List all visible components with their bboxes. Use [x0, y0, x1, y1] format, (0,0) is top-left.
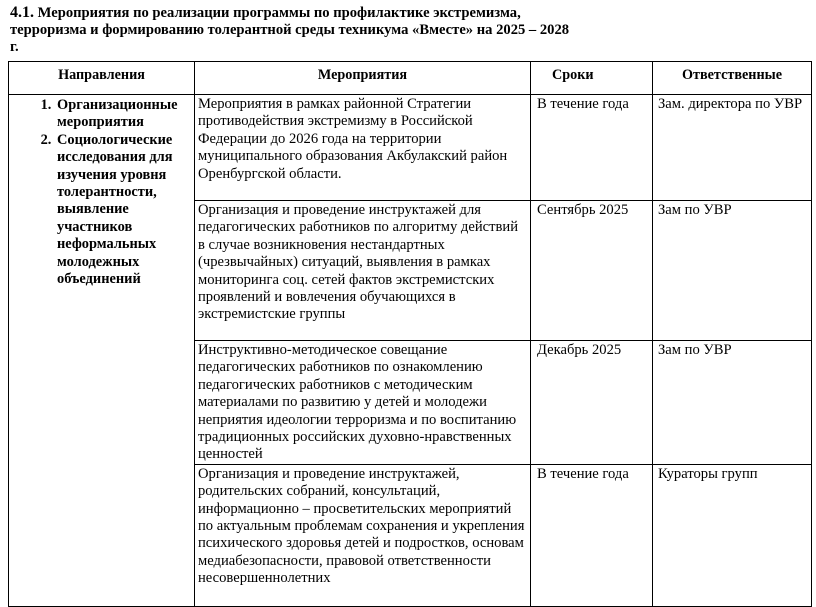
document-title — [10, 4, 570, 56]
title-number: 4.1. — [10, 4, 34, 21]
responsible-cell: Кураторы групп — [653, 464, 812, 606]
term-cell: В течение года — [531, 464, 653, 606]
table-row — [9, 95, 812, 201]
responsible-cell: Зам по УВР — [653, 341, 812, 465]
term-cell: Сентябрь 2025 — [531, 201, 653, 341]
table-header-row — [9, 62, 812, 95]
activities-table — [8, 61, 812, 607]
direction-item: 2. Социологические исследования для изучения уровня толерантности, выявление участников неформальных молодежных объединений — [55, 132, 190, 289]
activity-cell: Инструктивно-методическое совещание педагогических работников по ознакомлению педагогических работников с методическим материалами по развитию у детей и молодежи неприятия идеологии терроризма и по воспитанию традиционных российских духовно-нравственных ценностей — [195, 341, 531, 465]
responsible-cell: Зам по УВР — [653, 201, 812, 341]
direction-item: 1. Организационные мероприятия — [55, 97, 190, 132]
activity-cell: Организация и проведение инструктажей, родительских собраний, консультаций, информационно – просветительских мероприятий по актуальным проблемам сохранения и укрепления психического здоровья детей и подростков, основам медиабезопасности, правовой ответственности несовершеннолетних — [195, 464, 531, 606]
directions-list — [15, 97, 190, 288]
title-text: Мероприятия по реализации программы по профилактике экстремизма, терроризма и формированию толерантной среды техникума «Вместе» на 2025 – 2028 г. — [10, 5, 570, 55]
term-cell: В течение года — [531, 95, 653, 201]
header-activities: Мероприятия — [195, 62, 531, 95]
directions-cell — [9, 95, 195, 607]
header-terms: Сроки — [531, 62, 653, 95]
responsible-cell: Зам. директора по УВР — [653, 95, 812, 201]
term-cell: Декабрь 2025 — [531, 341, 653, 465]
activity-cell: Мероприятия в рамках районной Стратегии противодействия экстремизму в Российской Федерации до 2026 года на территории муниципального образования Акбулакский район Оренбургской области. — [195, 95, 531, 201]
header-directions: Направления — [9, 62, 195, 95]
activity-cell: Организация и проведение инструктажей для педагогических работников по алгоритму действий в случае возникновения нестандартных (чрезвычайных) ситуаций, выявления в рамках мониторинга соц. сетей фактов экстремистских проявлений и вовлечения обучающихся в экстремистские группы — [195, 201, 531, 341]
header-responsible: Ответственные — [653, 62, 812, 95]
